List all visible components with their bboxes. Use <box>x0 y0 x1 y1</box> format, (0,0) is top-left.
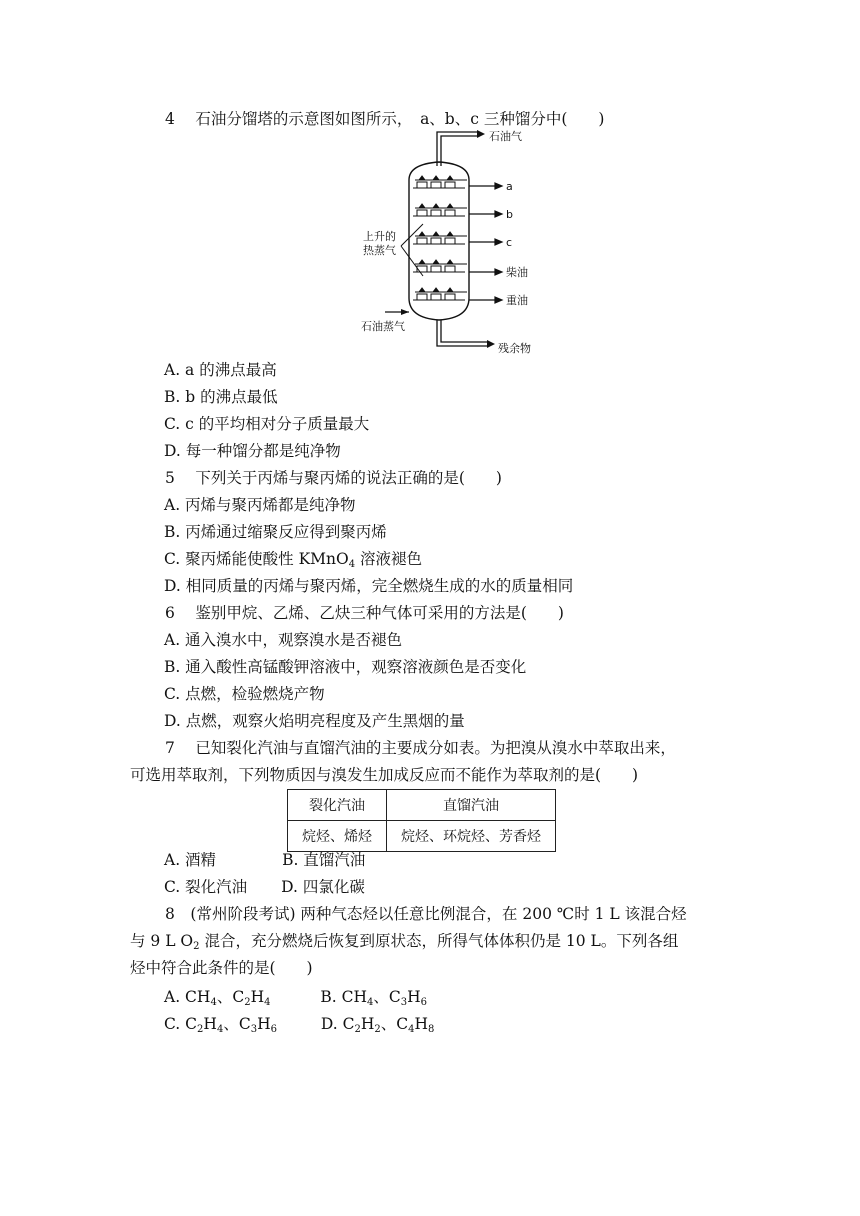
q8-options-row2: C. $C_2H_4$、$C_3H_6$ D. $C_2H_2$、$C_4H_8$ <box>164 1015 435 1035</box>
q7-options-row2: C. 裂化汽油 D. 四氯化碳 <box>164 878 365 896</box>
q4-option-d: D. 每一种馏分都是纯净物 <box>164 442 341 460</box>
q8-options-row1: A. $CH_4$、$C_2H_4$ B. $CH_4$、$C_3H_6$ <box>164 988 427 1008</box>
table-header-cracked: 裂化汽油 <box>288 790 387 821</box>
q4-option-a: A. a 的沸点最高 <box>164 361 277 379</box>
side-label-2: 热蒸气 <box>363 244 396 257</box>
outlet-a: a <box>506 180 513 193</box>
inlet-label: 石油蒸气 <box>361 320 405 333</box>
q5-option-c: C. 聚丙烯能使酸性 KMnO$_4$ 溶液褪色 <box>164 550 423 570</box>
q6-option-c: C. 点燃，检验燃烧产物 <box>164 685 325 703</box>
q4-option-b: B. b 的沸点最低 <box>164 388 278 406</box>
outlet-heavy-oil: 重油 <box>506 294 528 307</box>
q8-stem-line1: 8 (常州阶段考试) 两种气态烃以任意比例混合，在 200 ℃时 1 L 该混合烃 <box>165 905 687 923</box>
q5-option-d: D. 相同质量的丙烯与聚丙烯，完全燃烧生成的水的质量相同 <box>164 577 574 595</box>
q7-table <box>287 789 556 852</box>
q7-stem-line1: 7 已知裂化汽油与直馏汽油的主要成分如表。为把溴从溴水中萃取出来， <box>165 739 676 757</box>
table-cell-cracked: 烷烃、烯烃 <box>288 821 387 852</box>
q4-stem: 4 石油分馏塔的示意图如图所示， a、b、c 三种馏分中( ) <box>165 110 605 128</box>
side-label-1: 上升的 <box>363 230 396 243</box>
table-cell-straight-run: 烷烃、环烷烃、芳香烃 <box>387 821 556 852</box>
table-header-straight-run: 直馏汽油 <box>387 790 556 821</box>
q5-stem: 5 下列关于丙烯与聚丙烯的说法正确的是( ) <box>165 469 502 487</box>
q8-stem-line2: 与 9 L $O_2$ 混合，充分燃烧后恢复到原状态，所得气体体积仍是 10 L。下列各组 <box>130 932 679 952</box>
q6-option-b: B. 通入酸性高锰酸钾溶液中，观察溶液颜色是否变化 <box>164 658 527 676</box>
q7-options-row1: A. 酒精 B. 直馏汽油 <box>164 851 366 869</box>
distillation-tower-diagram <box>355 128 545 360</box>
q7-stem-line2: 可选用萃取剂，下列物质因与溴发生加成反应而不能作为萃取剂的是( ) <box>130 766 639 784</box>
outlet-c: c <box>506 236 513 249</box>
q6-option-d: D. 点燃，观察火焰明亮程度及产生黑烟的量 <box>164 712 465 730</box>
q5-option-b: B. 丙烯通过缩聚反应得到聚丙烯 <box>164 523 387 541</box>
outlet-diesel: 柴油 <box>506 266 528 279</box>
outlet-b: b <box>506 208 513 221</box>
q4-option-c: C. c 的平均相对分子质量最大 <box>164 415 370 433</box>
q5-option-a: A. 丙烯与聚丙烯都是纯净物 <box>164 496 356 514</box>
bottom-label: 残余物 <box>498 342 531 355</box>
q6-stem: 6 鉴别甲烷、乙烯、乙炔三种气体可采用的方法是( ) <box>165 604 564 622</box>
top-label: 石油气 <box>489 130 522 143</box>
q6-option-a: A. 通入溴水中，观察溴水是否褪色 <box>164 631 403 649</box>
q8-stem-line3: 烃中符合此条件的是( ) <box>130 959 313 977</box>
